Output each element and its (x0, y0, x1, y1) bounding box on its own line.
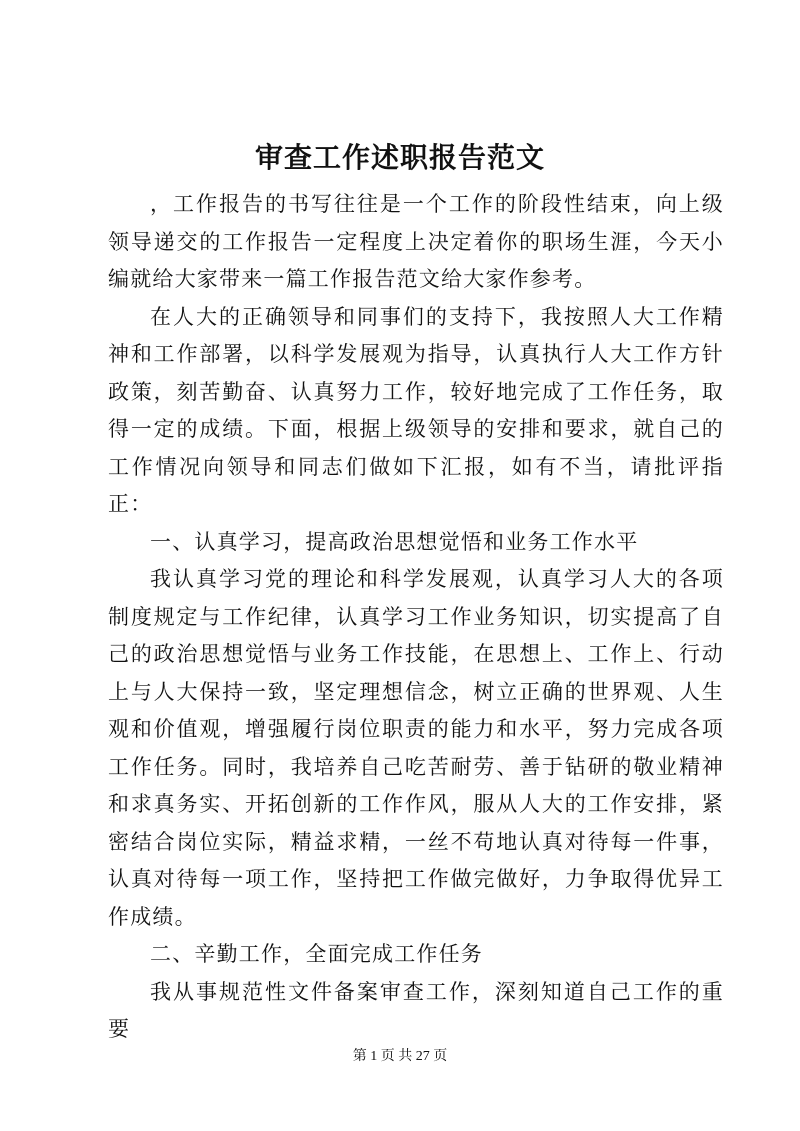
section-1-paragraph: 我认真学习党的理论和科学发展观，认真学习人大的各项制度规定与工作纪律，认真学习工作业务知识，切实提高了自己的政治思想觉悟与业务工作技能，在思想上、工作上、行动上与人大保持一致，坚定理想信念，树立正确的世界观、人生观和价值观，增强履行岗位职责的能力和水平，努力完成各项工作任务。同时，我培养自己吃苦耐劳、善于钻研的敬业精神和求真务实、开拓创新的工作作风，服从人大的工作安排，紧密结合岗位实际，精益求精，一丝不苟地认真对待每一件事，认真对待每一项工作，坚持把工作做完做好，力争取得优异工作成绩。 (108, 567, 724, 929)
document-title: 审查工作述职报告范文 (254, 141, 545, 174)
section-heading-1: 一、认真学习，提高政治思想觉悟和业务工作水平 (150, 529, 639, 554)
document-body (108, 186, 724, 1049)
section-heading-2: 二、辛勤工作，全面完成工作任务 (150, 942, 483, 966)
intro-paragraph: ，工作报告的书写往往是一个工作的阶段性结束，向上级领导递交的工作报告一定程度上决定着你的职场生涯，今天小编就给大家带来一篇工作报告范文给大家作参考。 (108, 192, 724, 291)
opening-paragraph: 在人大的正确领导和同事们的支持下，我按照人大工作精神和工作部署，以科学发展观为指导，认真执行人大工作方针政策，刻苦勤奋、认真努力工作，较好地完成了工作任务，取得一定的成绩。下面，根据上级领导的安排和要求，就自己的工作情况向领导和同志们做如下汇报，如有不当，请批评指正： (108, 304, 724, 516)
section-2-paragraph: 我从事规范性文件备案审查工作，深刻知道自己工作的重要 (108, 979, 724, 1041)
page-number-footer: 第 1 页 共 27 页 (352, 1049, 448, 1064)
